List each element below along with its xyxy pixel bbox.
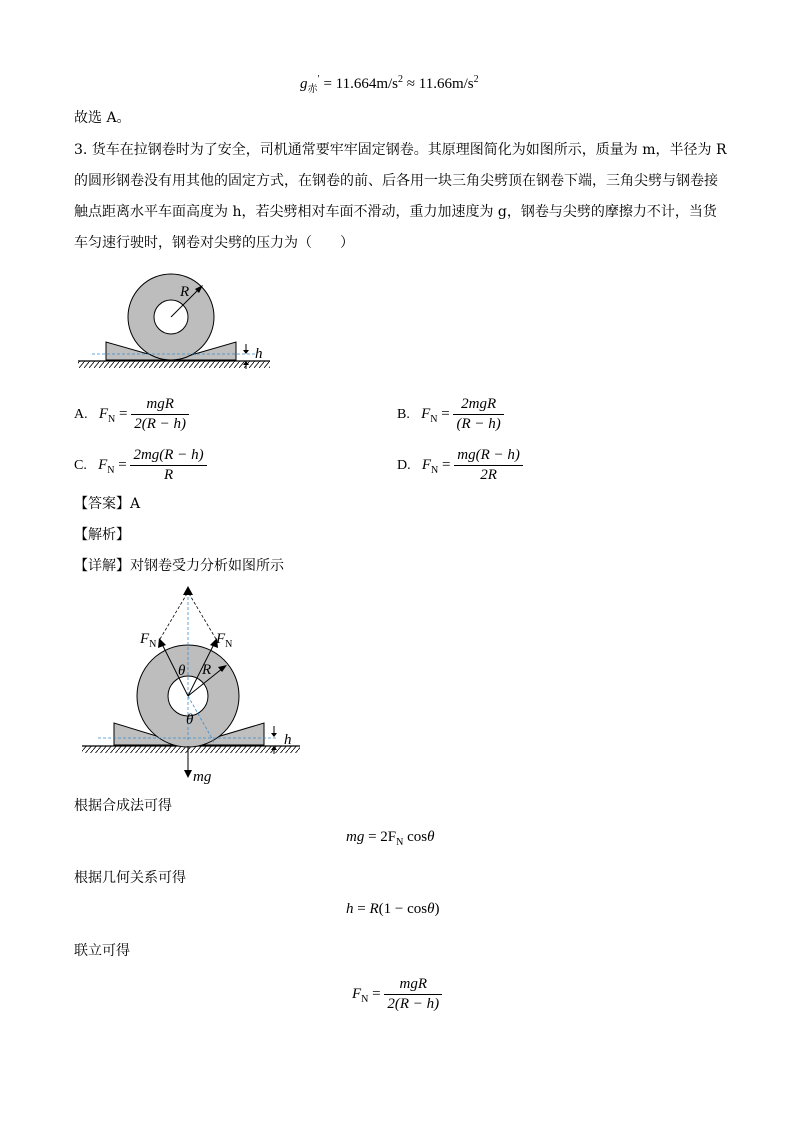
- answer-text: 【答案】A: [74, 496, 141, 512]
- option-a: A. $F_N$ = $\frac{\text{mgR}}{2(R - h)}$: [74, 396, 189, 433]
- theta-bottom-label: θ: [186, 712, 194, 728]
- h-label: h: [255, 346, 263, 362]
- force-fn-left-arrowhead: [158, 638, 166, 648]
- radius-label: R: [202, 662, 212, 678]
- step2-text: 根据几何关系可得: [74, 870, 186, 886]
- equation-result: $F_N$ = $\frac{\text{mgR}}{2(R - h)}$: [352, 976, 442, 1013]
- step1-text: 根据合成法可得: [74, 798, 172, 814]
- parallelogram-left: [160, 592, 188, 639]
- option-c: C. $F_N$ = $\frac{2mg(R - h)}{R}$: [74, 447, 207, 484]
- h-label: h: [284, 732, 292, 748]
- h-arrow-top: [243, 350, 249, 354]
- question-line-2: 的圆形钢卷没有用其他的固定方式，在钢卷的前、后各用一块三角尖劈顶在钢卷下端，三角尖劈与钢卷接: [74, 173, 718, 189]
- equation-g-result: $g_赤' = 11.664m/s^2 \approx 11.66m/s^2$: [300, 74, 479, 95]
- equation-mg: mg = $2F_N$ cosθ: [346, 829, 435, 848]
- force-analysis-figure: [78, 582, 304, 788]
- resultant-arrowhead: [183, 586, 193, 595]
- theta-top-label: θ: [178, 663, 186, 679]
- option-b: B. $F_N$ = $\frac{\text{2mgR}}{(R - h)}$: [397, 396, 504, 433]
- fn-right-label: $F_N$: [216, 631, 233, 650]
- detail-text: 【详解】对钢卷受力分析如图所示: [74, 558, 284, 574]
- analysis-heading: 【解析】: [74, 527, 130, 543]
- question-line-1: 3. 货车在拉钢卷时为了安全，司机通常要牢牢固定钢卷。其原理图简化为如图所示，质量为 m，半径为 R: [74, 142, 727, 158]
- ground-hatch: [78, 361, 270, 368]
- fn-left-label: $F_N$: [140, 631, 157, 650]
- steel-coil-figure: [74, 266, 274, 372]
- gravity-arrowhead: [184, 770, 192, 778]
- equation-h: h = R(1 − cosθ): [346, 901, 440, 917]
- choose-answer-text: 故选 A。: [74, 110, 131, 126]
- mg-label: mg: [193, 769, 212, 785]
- step3-text: 联立可得: [74, 943, 130, 959]
- question-line-4: 车匀速行驶时，钢卷对尖劈的压力为（ ）: [74, 235, 354, 251]
- h-arrow-top: [271, 733, 277, 737]
- option-d: D. $F_N$ = $\frac{mg(R - h)}{2R}$: [397, 447, 523, 484]
- question-line-3: 触点距离水平车面高度为 h，若尖劈相对车面不滑动，重力加速度为 g，钢卷与尖劈的摩擦力不计，当货: [74, 204, 717, 220]
- parallelogram-right: [188, 592, 216, 639]
- radius-label: R: [180, 284, 190, 300]
